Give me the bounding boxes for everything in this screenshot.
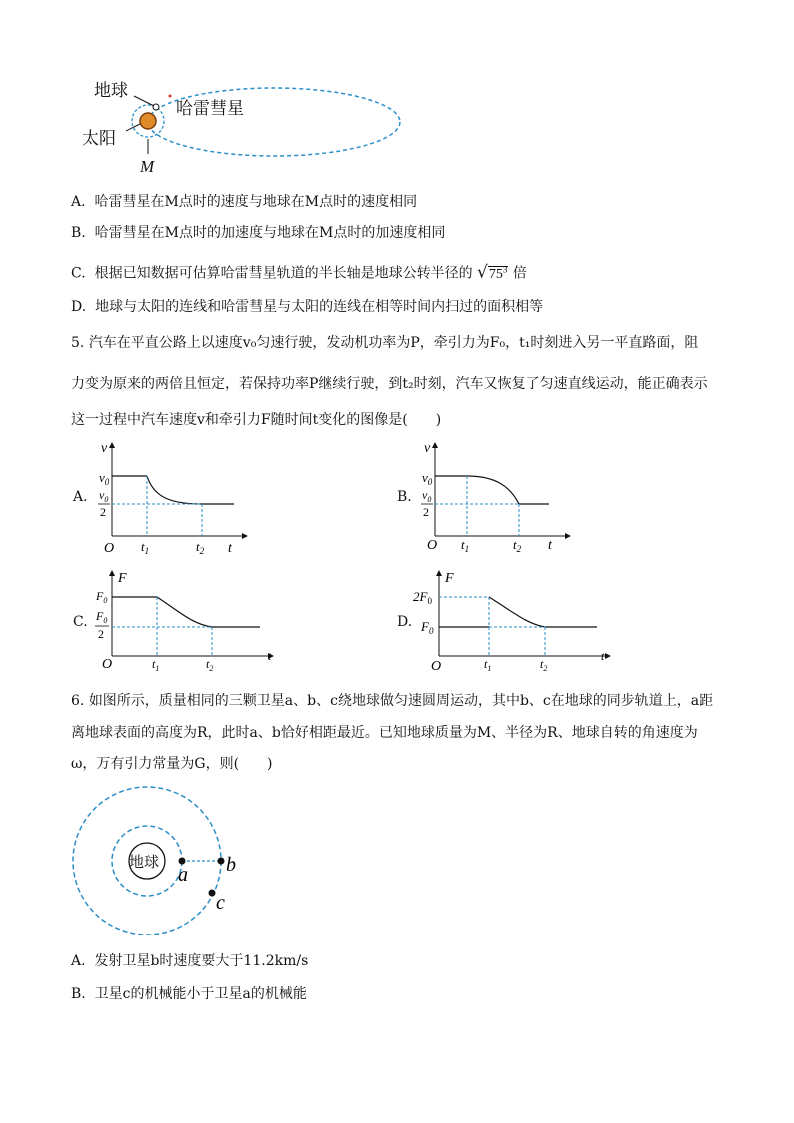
option-letter: A. xyxy=(71,194,86,210)
option-text: 哈雷彗星在M点时的速度与地球在M点时的速度相同 xyxy=(94,194,418,210)
q4-option-d xyxy=(71,298,543,316)
label-b: b xyxy=(226,854,236,876)
v0-half-num: $v_0$ xyxy=(99,488,109,504)
axis-label-v: v xyxy=(424,441,431,456)
q6-stem-line3 xyxy=(71,755,273,773)
f0-half-den: 2 xyxy=(98,627,104,641)
option-letter-c: C. xyxy=(73,614,88,630)
label-sun: 太阳 xyxy=(82,129,116,149)
graph-d xyxy=(413,566,613,674)
axis-label-f: F xyxy=(445,571,454,586)
t2-label: $t_2$ xyxy=(196,539,205,556)
option-text: 根据已知数据可估算哈雷彗星轨道的半长轴是地球公转半径的 xyxy=(94,265,473,282)
v0-half-num: $v_0$ xyxy=(422,488,432,504)
t1-label: $t_1$ xyxy=(461,537,470,554)
q6-stem-line1 xyxy=(71,692,713,710)
q6-stem-line2 xyxy=(71,724,698,742)
v0-half-den: 2 xyxy=(100,505,106,519)
option-letter: B. xyxy=(71,225,86,241)
earth-label: 地球 xyxy=(129,853,160,871)
q5-stem-line2 xyxy=(71,375,708,393)
option-tail: 倍 xyxy=(512,265,527,282)
graph-c xyxy=(92,566,277,674)
axis-label-f: F xyxy=(118,571,127,586)
earth-dot xyxy=(153,104,159,110)
t1-label: $t_1$ xyxy=(484,657,492,673)
label-a: a xyxy=(178,864,188,886)
stem-text: 离地球表面的高度为R，此时a、b恰好相距最近。已知地球质量为M、半径为R、地球自转的角速度为 xyxy=(71,725,698,741)
origin-label: O xyxy=(427,538,438,553)
option-letter-d: D. xyxy=(397,614,413,630)
origin-label: O xyxy=(104,541,115,556)
question-number: 5. xyxy=(71,335,85,351)
t2-label: $t_2$ xyxy=(540,657,548,673)
q6-option-b xyxy=(71,985,307,1003)
satellite-figure xyxy=(70,785,270,935)
axis-label-t: t xyxy=(268,649,272,663)
t2-label: $t_2$ xyxy=(206,657,214,673)
sqrt-base: 75 xyxy=(488,266,503,282)
v0-label: $v_0$ xyxy=(99,470,110,487)
option-text: 哈雷彗星在M点时的加速度与地球在M点时的加速度相同 xyxy=(94,225,446,241)
t1-label: $t_1$ xyxy=(141,539,150,556)
f0-label: $F_0$ xyxy=(96,589,108,605)
origin-label: O xyxy=(102,657,113,672)
q4-option-b xyxy=(71,224,445,242)
graph-b xyxy=(415,436,575,558)
option-letter-a: A. xyxy=(73,489,88,505)
earth-pointer xyxy=(134,96,154,106)
option-text: 卫星c的机械能小于卫星a的机械能 xyxy=(94,986,307,1002)
axis-label-t: t xyxy=(548,538,552,553)
stem-text: ω，万有引力常量为G，则( ) xyxy=(71,756,273,772)
stem-text: 这一过程中汽车速度v和牵引力F随时间t变化的图像是( ) xyxy=(71,412,442,428)
axis-label-v: v xyxy=(101,441,108,456)
q5-stem-line3 xyxy=(71,411,441,429)
stem-text: 汽车在平直公路上以速度v₀匀速行驶，发动机功率为P，牵引力为F₀，t₁时刻进入另一平直路面，阻 xyxy=(88,335,699,351)
graph-a xyxy=(92,436,252,558)
halley-orbit-figure xyxy=(76,74,406,182)
question-number: 6. xyxy=(71,693,85,709)
q4-option-c xyxy=(71,260,527,284)
axis-label-t: t xyxy=(601,649,605,663)
label-c: c xyxy=(216,892,225,914)
v0-label: $v_0$ xyxy=(422,470,433,487)
label-earth: 地球 xyxy=(94,81,128,101)
option-letter: C. xyxy=(71,265,86,282)
satellite-b xyxy=(218,858,225,865)
stem-text: 力变为原来的两倍且恒定，若保持功率P继续行驶，到t₂时刻，汽车又恢复了匀速直线运动，能正确表示 xyxy=(71,376,708,392)
f0-half-num: $F_0$ xyxy=(96,609,108,625)
two-f0-label: $2F_0$ xyxy=(413,589,432,606)
origin-label: O xyxy=(431,659,442,674)
t1-label: $t_1$ xyxy=(152,657,160,673)
q6-option-a xyxy=(71,952,308,970)
t2-label: $t_2$ xyxy=(513,537,522,554)
sun xyxy=(140,113,156,129)
stem-text: 如图所示，质量相同的三颗卫星a、b、c绕地球做匀速圆周运动，其中b、c在地球的同步轨道上，a距 xyxy=(88,693,714,709)
label-comet: 哈雷彗星 xyxy=(176,99,244,119)
q4-option-a xyxy=(71,193,417,211)
option-letter-b: B. xyxy=(397,489,412,505)
option-letter: B. xyxy=(71,986,86,1002)
sqrt-exponent: 3 xyxy=(502,264,508,274)
satellite-c xyxy=(209,890,216,897)
option-letter: A. xyxy=(71,953,86,969)
option-letter: D. xyxy=(71,299,87,315)
option-text: 发射卫星b时速度要大于11.2km/s xyxy=(94,953,309,969)
option-text: 地球与太阳的连线和哈雷彗星与太阳的连线在相等时间内扫过的面积相等 xyxy=(95,299,544,315)
q5-stem-line1 xyxy=(71,334,698,352)
comet-dot xyxy=(169,95,172,98)
f0-label: $F_0$ xyxy=(421,619,434,636)
sqrt-expression: $√75^3$ xyxy=(477,262,508,283)
label-m: M xyxy=(140,157,155,176)
v0-half-den: 2 xyxy=(423,505,429,519)
axis-label-t: t xyxy=(228,541,232,556)
